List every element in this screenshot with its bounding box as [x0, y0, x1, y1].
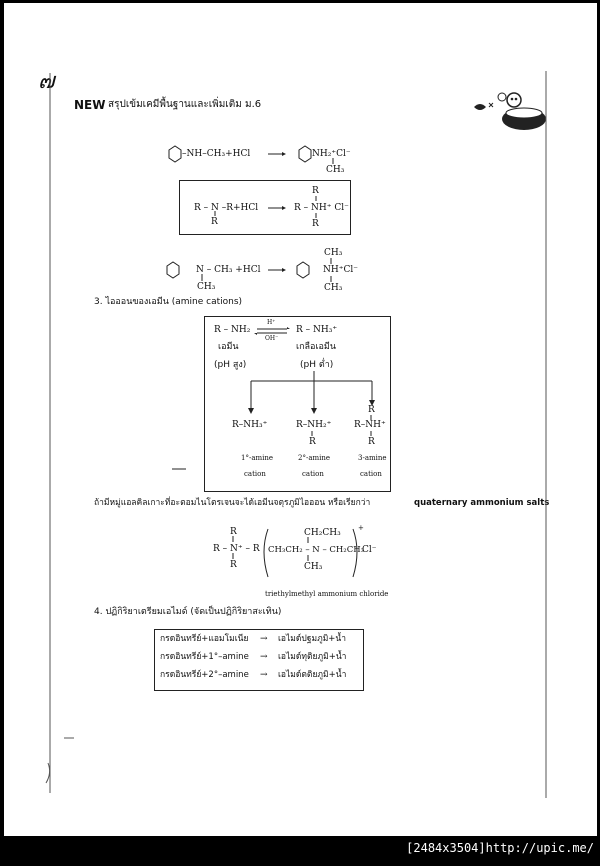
reaction1-left: –NH–CH₃+HCl: [182, 149, 251, 159]
amide-row2-left: กรดอินทรีย์+1°–amine: [160, 652, 249, 662]
amide-row3-arrow: →: [260, 670, 268, 680]
scanned-page: [4, 3, 597, 836]
quaternary-right-sub: CH₃: [304, 562, 323, 572]
reaction1-right: NH₂⁺Cl⁻: [312, 149, 351, 159]
secondary-cation-formula: R–NH₂⁺: [296, 420, 332, 430]
reaction2-right-sub: R: [312, 219, 319, 229]
salt-label: เกลือเอมีน: [296, 342, 337, 352]
quaternary-right-top: CH₂CH₃: [304, 528, 341, 538]
image-footer-watermark: [2484x3504]http://upic.me/: [406, 841, 594, 855]
amide-row3-left: กรดอินทรีย์+2°–amine: [160, 670, 249, 680]
quaternary-anion: Cl⁻: [362, 545, 377, 555]
reaction2-right-top: R: [312, 186, 319, 196]
salt-formula: R – NH₃⁺: [296, 325, 338, 335]
quaternary-right: CH₃CH₂ – N – CH₂CH₃: [268, 545, 365, 555]
amide-row1-left: กรดอินทรีย์+แอมโมเนีย: [160, 634, 249, 644]
reaction3-left: N – CH₃ +HCl: [196, 265, 261, 275]
header-brand: NEW: [74, 98, 106, 112]
quaternary-left: R – N⁺ – R: [213, 544, 260, 554]
quaternary-sentence: ถ้ามีหมู่แอลคิลเกาะที่อะตอมไนโตรเจนจะได้เอมีนจตุรภูมิไอออน หรือเรียกว่า: [94, 498, 371, 508]
amide-row2-right: เอไมด์ทุติยภูมิ+น้ำ: [278, 652, 347, 662]
base-condition: OH⁻: [265, 335, 279, 342]
amide-row2-arrow: →: [260, 652, 268, 662]
primary-cation-label: 1°-amine: [241, 454, 274, 462]
section4-heading: 4. ปฏิกิริยาเตรียมเอไมด์ (จัดเป็นปฏิกิริยาสะเทิน): [94, 607, 282, 617]
primary-cation-formula: R–NH₃⁺: [232, 420, 268, 430]
reaction3-right-sub: CH₃: [324, 283, 343, 293]
reaction3-right-top: CH₃: [324, 248, 343, 258]
tertiary-cation-label2: cation: [360, 470, 382, 478]
reaction2-left-sub: R: [211, 217, 218, 227]
amide-row1-right: เอไมด์ปฐมภูมิ+น้ำ: [278, 634, 347, 644]
reaction3-left-sub: CH₃: [197, 282, 216, 292]
amide-row3-right: เอไมด์ตติยภูมิ+น้ำ: [278, 670, 347, 680]
scan-edge-marks: [4, 3, 600, 866]
salt-ph: (pH ต่ำ): [300, 360, 334, 370]
quaternary-name: triethylmethyl ammonium chloride: [265, 590, 389, 598]
quaternary-left-sub: R: [230, 560, 237, 570]
reaction1-right-sub: CH₃: [326, 165, 345, 175]
acid-condition: H⁺: [267, 319, 276, 326]
tertiary-cation-formula: R–NH⁺: [354, 420, 386, 430]
tertiary-cation-label: 3-amine: [358, 454, 387, 462]
amide-row1-arrow: →: [260, 634, 268, 644]
tertiary-cation-sub: R: [368, 437, 375, 447]
secondary-cation-sub: R: [309, 437, 316, 447]
quaternary-term: quaternary ammonium salts: [414, 498, 550, 508]
quaternary-charge: +: [358, 524, 364, 532]
quaternary-left-top: R: [230, 527, 237, 537]
reaction2-right: R – NH⁺ Cl⁻: [294, 203, 349, 213]
header-subtitle: สรุปเข้มเคมีพื้นฐานและเพิ่มเติม ม.6: [108, 99, 262, 110]
primary-cation-label2: cation: [244, 470, 266, 478]
amine-label: เอมีน: [218, 342, 239, 352]
section3-heading: 3. ไอออนของเอมีน (amine cations): [94, 297, 243, 307]
amine-ph: (pH สูง): [214, 360, 247, 370]
secondary-cation-label: 2°-amine: [298, 454, 331, 462]
secondary-cation-label2: cation: [302, 470, 324, 478]
amine-formula: R – NH₂: [214, 325, 251, 335]
tertiary-cation-top: R: [368, 405, 375, 415]
reaction3-right: NH⁺Cl⁻: [323, 265, 358, 275]
reaction2-left: R – N –R+HCl: [194, 203, 259, 213]
page-number-mark: ๗: [38, 69, 55, 94]
